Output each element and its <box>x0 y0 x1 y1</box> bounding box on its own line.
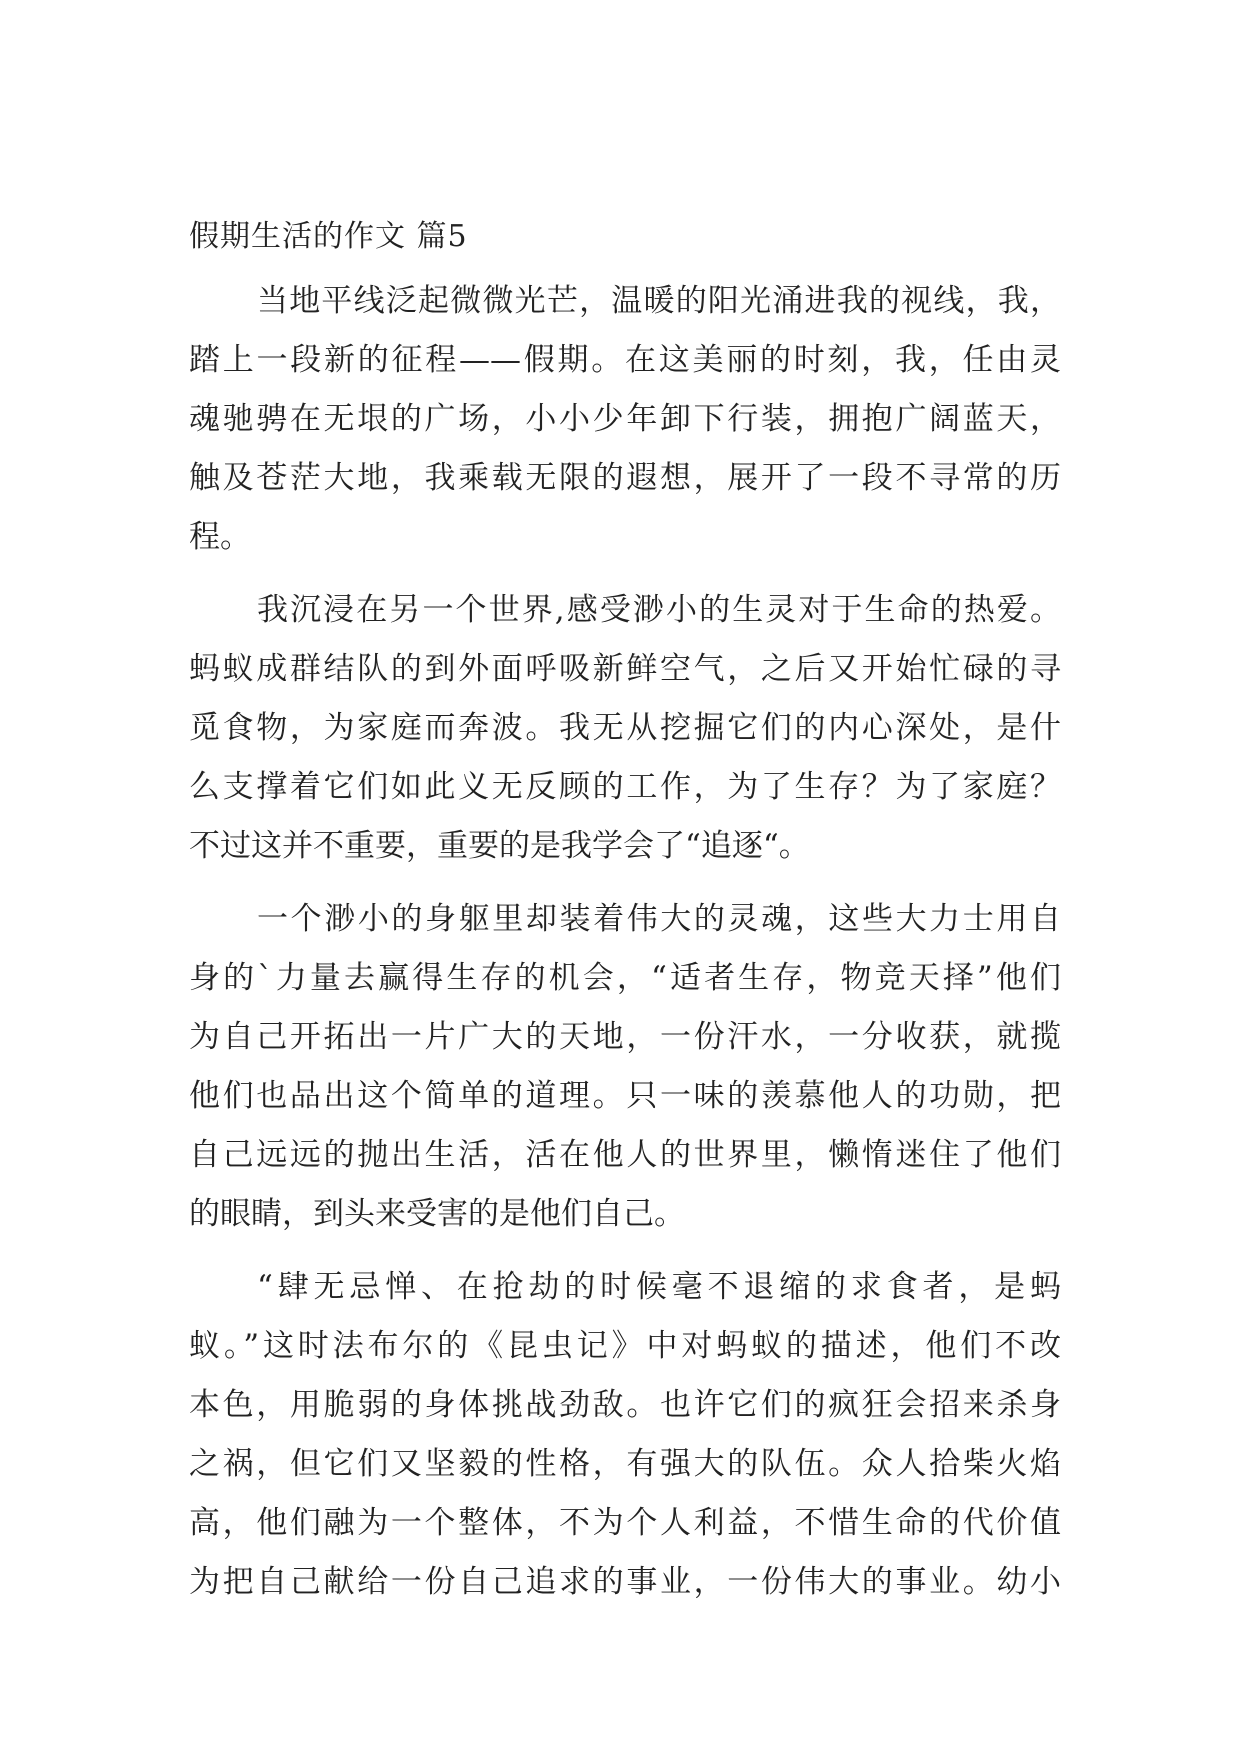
paragraph-3 <box>189 890 1061 1244</box>
paragraph-spacer <box>189 567 1061 581</box>
paragraph-line: 为把自己献给一份自己追求的事业，一份伟大的事业。幼小 <box>189 1564 1061 1600</box>
paragraph-line: 他们也品出这个简单的道理。只一味的羡慕他人的功勋，把 <box>189 1078 1061 1114</box>
paragraph-line: 高，他们融为一个整体，不为个人利益，不惜生命的代价值 <box>189 1505 1061 1541</box>
paragraph-line: 的眼睛，到头来受害的是他们自己。 <box>189 1196 685 1232</box>
paragraph-line: 之祸，但它们又坚毅的性格，有强大的队伍。众人拾柴火焰 <box>189 1446 1061 1482</box>
paragraph-1 <box>189 272 1061 567</box>
paragraph-line: 蚂蚁成群结队的到外面呼吸新鲜空气，之后又开始忙碌的寻 <box>189 651 1061 687</box>
paragraph-spacer <box>189 876 1061 890</box>
paragraph-line: 一个渺小的身躯里却装着伟大的灵魂，这些大力士用自 <box>257 901 1061 937</box>
paragraph-line: 魂驰骋在无垠的广场，小小少年卸下行装，拥抱广阔蓝天， <box>189 401 1061 437</box>
paragraph-line: 不过这并不重要，重要的是我学会了“追逐“。 <box>189 828 810 864</box>
paragraph-line: 为自己开拓出一片广大的天地，一份汗水，一分收获，就揽 <box>189 1019 1061 1055</box>
paragraph-line: 么支撑着它们如此义无反顾的工作，为了生存？为了家庭？ <box>189 769 1061 805</box>
paragraph-line: “肆无忌惮、在抢劫的时候毫不退缩的求食者，是蚂 <box>257 1269 1061 1305</box>
paragraph-line: 觅食物，为家庭而奔波。我无从挖掘它们的内心深处，是什 <box>189 710 1061 746</box>
paragraph-line: 当地平线泛起微微光芒，温暖的阳光涌进我的视线，我， <box>257 283 1061 319</box>
paragraph-line: 触及苍茫大地，我乘载无限的遐想，展开了一段不寻常的历 <box>189 460 1061 496</box>
paragraph-line: 蚁。”这时法布尔的《昆虫记》中对蚂蚁的描述，他们不改 <box>189 1328 1061 1364</box>
paragraph-line: 身的`力量去赢得生存的机会，“适者生存，物竞天择”他们 <box>189 960 1061 996</box>
paragraph-4 <box>189 1258 1061 1612</box>
paragraph-line: 踏上一段新的征程——假期。在这美丽的时刻，我，任由灵 <box>189 342 1061 378</box>
paragraph-line: 自己远远的抛出生活，活在他人的世界里，懒惰迷住了他们 <box>189 1137 1061 1173</box>
document-body <box>189 272 1061 1612</box>
paragraph-line: 程。 <box>189 519 251 555</box>
document-title: 假期生活的作文 篇5 <box>189 219 468 254</box>
paragraph-line: 本色，用脆弱的身体挑战劲敌。也许它们的疯狂会招来杀身 <box>189 1387 1061 1423</box>
paragraph-spacer <box>189 1244 1061 1258</box>
paragraph-2 <box>189 581 1061 876</box>
paragraph-line: 我沉浸在另一个世界,感受渺小的生灵对于生命的热爱。 <box>257 592 1061 628</box>
